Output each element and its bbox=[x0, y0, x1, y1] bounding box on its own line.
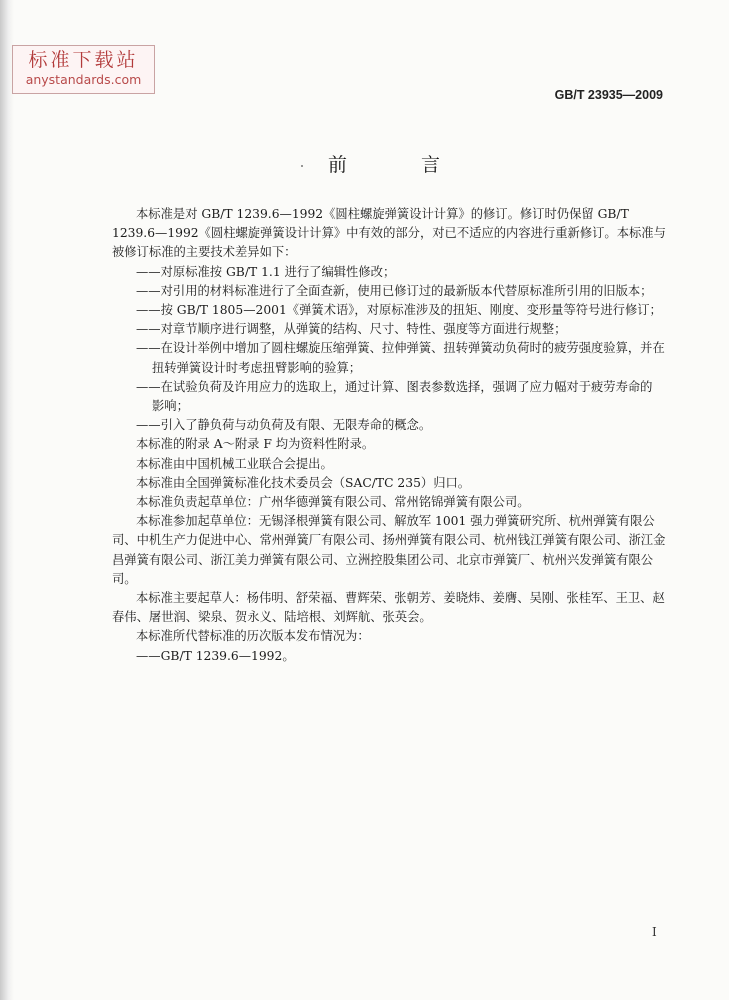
paragraph-history: 本标准所代替标准的历次版本发布情况为： bbox=[136, 629, 370, 644]
list-item: ——GB/T 1239.6—1992。 bbox=[136, 648, 295, 663]
list-item: ——对章节顺序进行调整，从弹簧的结构、尺寸、特性、强度等方面进行规整； bbox=[136, 322, 567, 337]
list-item: ——在试验负荷及许用应力的选取上，通过计算、图表参数选择，强调了应力幅对于疲劳寿命的 bbox=[136, 379, 653, 394]
paragraph-drafters: 本标准主要起草人：杨伟明、舒荣福、曹辉荣、张朝芳、姜晓炜、姜膺、吴刚、张桂军、王卫、赵春伟、屠世润、梁泉、贺永义、陆培根、刘辉航、张英会。 bbox=[112, 591, 665, 625]
watermark-title: 标准下载站 bbox=[28, 49, 139, 71]
page-number: I bbox=[652, 925, 657, 939]
watermark-url: anystandards.com bbox=[25, 72, 142, 87]
paragraph-lead-drafter: 本标准负责起草单位：广州华德弹簧有限公司、常州铭锦弹簧有限公司。 bbox=[136, 495, 530, 510]
list-item: ——对引用的材料标准进行了全面查新，使用已修订过的最新版本代替原标准所引用的旧版本； bbox=[136, 283, 653, 298]
list-item-continuation: 影响； bbox=[152, 399, 189, 414]
foreword-body bbox=[112, 205, 668, 666]
page-title: 前 言 bbox=[328, 154, 475, 176]
watermark-stamp bbox=[12, 45, 155, 94]
list-item-continuation: 扭转弹簧设计时考虑扭臂影响的验算； bbox=[152, 360, 362, 375]
paragraph-annex: 本标准的附录 A～附录 F 均为资料性附录。 bbox=[136, 437, 375, 452]
paragraph-proposer: 本标准由中国机械工业联合会提出。 bbox=[136, 456, 333, 471]
list-item: ——引入了静负荷与动负荷及有限、无限寿命的概念。 bbox=[136, 418, 432, 433]
list-item: ——在设计举例中增加了圆柱螺旋压缩弹簧、拉伸弹簧、扭转弹簧动负荷时的疲劳强度验算，并在 bbox=[136, 341, 665, 356]
paragraph-intro: 本标准是对 GB/T 1239.6—1992《圆柱螺旋弹簧设计计算》的修订。修订时仍保留 GB/T 1239.6—1992《圆柱螺旋弹簧设计计算》中有效的部分，对已不适应的内容进行重新修订。本标准与被修订标准的主要技术差异如下： bbox=[112, 207, 666, 260]
list-item: ——按 GB/T 1805—2001《弹簧术语》，对原标准涉及的扭矩、刚度、变形量等符号进行修订； bbox=[136, 303, 662, 318]
scan-speck bbox=[301, 165, 303, 167]
standard-code: GB/T 23935—2009 bbox=[554, 88, 663, 102]
paragraph-committee: 本标准由全国弹簧标准化技术委员会（SAC/TC 235）归口。 bbox=[136, 475, 471, 490]
list-item: ——对原标准按 GB/T 1.1 进行了编辑性修改； bbox=[136, 264, 396, 279]
scan-edge-shadow bbox=[0, 0, 14, 1000]
paragraph-participants: 本标准参加起草单位：无锡泽根弹簧有限公司、解放军 1001 强力弹簧研究所、杭州弹簧有限公司、中机生产力促进中心、常州弹簧厂有限公司、扬州弹簧有限公司、杭州钱江弹簧有限公司、浙江金昌弹簧有限公司、浙江美力弹簧有限公司、立洲控股集团公司、北京市弹簧厂、杭州兴发弹簧有限公司。 bbox=[112, 514, 666, 586]
